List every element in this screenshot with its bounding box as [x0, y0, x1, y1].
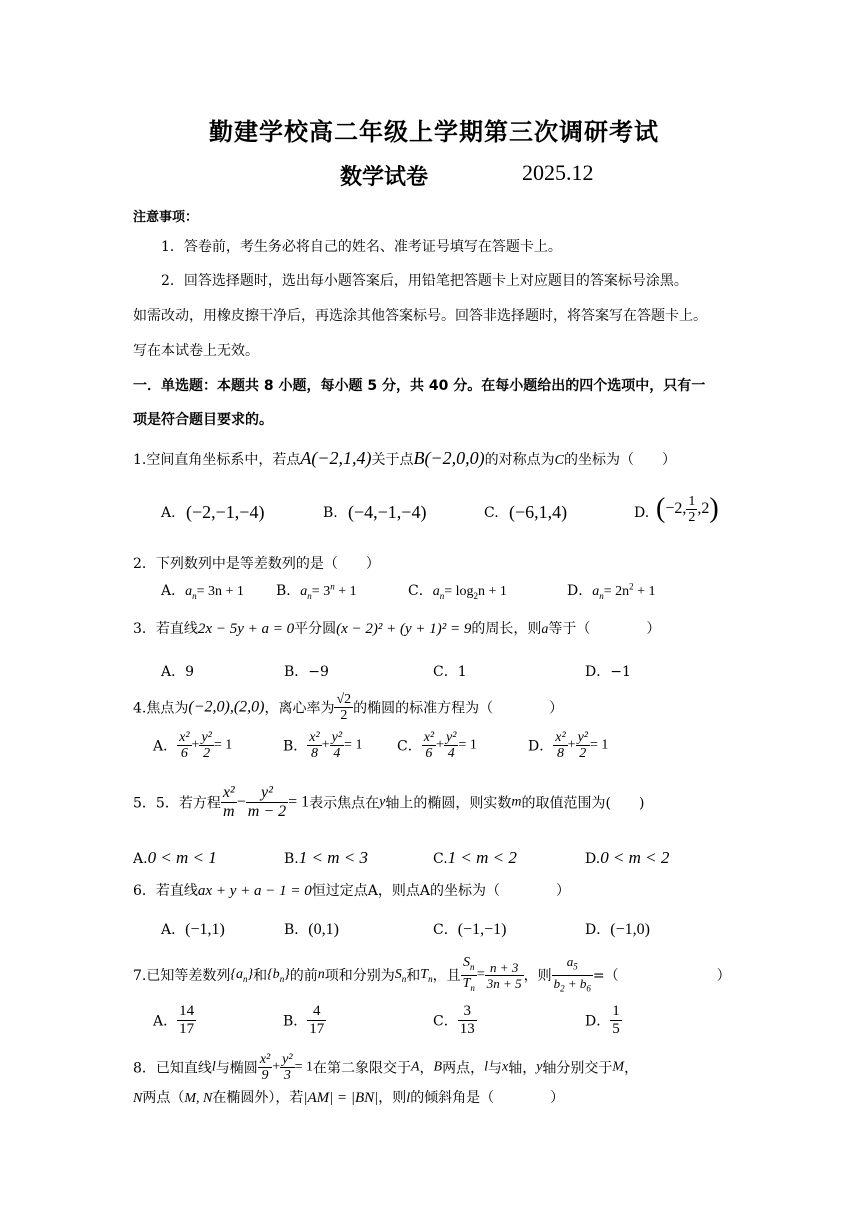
- section-header-line-1: 一．单选题：本题共 8 小题，每小题 5 分，共 40 分。在每小题给出的四个选项中，只有一: [133, 378, 706, 394]
- q2-option-c: C．$a_n= \log_2n + 1$: [408, 583, 507, 601]
- question-6: 6．若直线ax + y + a − 1 = 0恒过定点A，则点A的坐标为（ ）: [133, 883, 570, 899]
- q7-option-d: D． $\frac{1}{5}$: [585, 1003, 620, 1037]
- question-4: 4.焦点为(−2,0),(2,0)，离心率为 $\frac{√2}{2}$ 的椭圆的标准方程为（ ）: [133, 692, 564, 723]
- q6-option-b: B．(0,1): [284, 921, 339, 938]
- section-header-line-2: 项是符合题目要求的。: [133, 412, 273, 428]
- q7-option-a: A． $\frac{14}{17}$: [153, 1003, 195, 1037]
- q1-option-a-label: A.: [161, 505, 176, 521]
- q2-option-b: B．$a_n= 3^n + 1$: [276, 581, 357, 601]
- notice-item-2: 2．回答选择题时，选出每小题答案后，用铅笔把答题卡上对应题目的答案标号涂黑。: [161, 273, 688, 289]
- q4-option-d: D． $\frac{\text{x²}}{8}$ + $\frac{\text{y²}}{2}$ = 1: [528, 730, 609, 761]
- q3-option-b: B．−9: [284, 664, 329, 680]
- notice-item-1: 1．答卷前，考生务必将自己的姓名、准考证号填写在答题卡上。: [161, 239, 562, 255]
- q3-option-d: D．−1: [585, 664, 631, 680]
- question-2: 2．下列数列中是等差数列的是（ ）: [133, 556, 380, 572]
- question-3: 3．若直线2x − 5y + a = 0平分圆(x − 2)² + (y + 1)² = 9的周长，则a等于（ ）: [133, 621, 661, 637]
- exam-title: 勤建学校高二年级上学期第三次调研考试: [209, 117, 659, 146]
- question-8-line-2: N两点（M, N在椭圆外），若|AM| = |BN|，则l的倾斜角是（ ）: [133, 1090, 565, 1106]
- q4-option-c: C． $\frac{\text{x²}}{6}$ + $\frac{\text{y²}}{4}$ = 1: [397, 730, 477, 761]
- q5-option-c: C.1 < m < 2: [433, 848, 517, 867]
- q1-option-c: (−6,1,4): [509, 502, 568, 522]
- q1-option-b-label: B.: [323, 505, 338, 521]
- notice-item-3: 写在本试卷上无效。: [133, 343, 259, 359]
- q1-option-c-label: C.: [484, 505, 499, 521]
- question-5: 5．5．若方程 $\frac{\text{x²}}{m}$ − $\frac{\text{y²}}{m - 2}$ = 1表示焦点在y轴上的椭圆，则实数m的取值范围为( ): [133, 784, 645, 820]
- question-8: 8．已知直线l与椭圆 $\frac{\text{x²}}{9}$ + $\frac{\text{y²}}{3}$ = 1在第二象限交于A，B两点，l与x轴，y轴分别交于M，: [133, 1052, 639, 1083]
- exam-subtitle: 数学试卷: [340, 164, 429, 190]
- q5-option-a: A.0 < m < 1: [133, 848, 217, 867]
- q7-option-b: B． $\frac{4}{17}$: [283, 1003, 325, 1037]
- q3-option-a: A．9: [161, 664, 195, 680]
- q7-option-c: C． $\frac{3}{13}$: [433, 1003, 475, 1037]
- q2-option-a: A．$a_n= 3n + 1$: [161, 583, 244, 601]
- question-1: 1.空间直角坐标系中，若点A(−2,1,4)关于点B(−2,0,0)的对称点为C的坐标为（ ）: [133, 448, 676, 468]
- q5-option-b: B.1 < m < 3: [284, 848, 368, 867]
- q2-option-d: D．$a_n= 2n^2 + 1$: [567, 581, 656, 601]
- q6-option-c: C．(−1,−1): [433, 921, 507, 938]
- q1-option-a: (−2,−1,−4): [186, 502, 265, 522]
- q1-option-b: (−4,−1,−4): [348, 502, 427, 522]
- q1-option-d-label: D.: [634, 505, 650, 521]
- q5-option-d: D.0 < m < 2: [585, 848, 670, 867]
- q6-option-a: A．(−1,1): [161, 921, 225, 938]
- q4-option-a: A． $\frac{\text{x²}}{6}$ + $\frac{\text{y²}}{2}$ = 1: [153, 730, 233, 761]
- notice-item-2-cont: 如需改动，用橡皮擦干净后，再选涂其他答案标号。回答非选择题时，将答案写在答题卡上。: [133, 308, 707, 324]
- q1-option-d: (−2, $\frac{1}{2}$ ,2): [656, 493, 719, 525]
- q4-option-b: B． $\frac{\text{x²}}{8}$ + $\frac{\text{y²}}{4}$ = 1: [283, 730, 363, 761]
- exam-date: 2025.12: [522, 160, 594, 185]
- notice-heading: 注意事项：: [133, 210, 199, 225]
- question-7: 7.已知等差数列$\{a_n\}$和$\{b_n\}$的前n项和分别为$S_n$和$T_n$，且 $\frac{S_n}{T_n}$ = $\frac{n + 3}{3n + 5}$ ，则 $\frac{a_5}{b_2 + b_6}$ =（ ）: [133, 954, 731, 994]
- q3-option-c: C．1: [433, 664, 467, 680]
- q6-option-d: D．(−1,0): [585, 921, 650, 938]
